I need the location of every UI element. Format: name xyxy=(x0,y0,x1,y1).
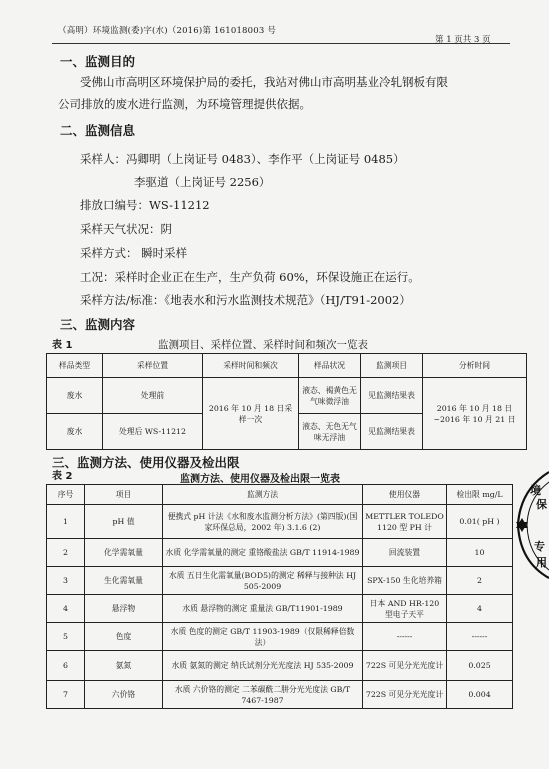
detection-limit: 0.01( pH ) xyxy=(447,505,513,539)
section-method-title: 三、监测方法、使用仪器及检出限 xyxy=(52,455,240,470)
page-info: 第 1 页共 3 页 xyxy=(435,35,491,45)
table1-header: 样品类型 xyxy=(47,354,103,378)
table2-header: 监测方法 xyxy=(163,485,363,505)
svg-text:境: 境 xyxy=(530,484,541,497)
table2-caption: 监测方法、使用仪器及检出限一览表 xyxy=(180,474,340,485)
table2-header: 使用仪器 xyxy=(363,485,447,505)
sampling-time: 2016 年 10 月 18 日采样一次 xyxy=(203,378,299,450)
table2-header: 检出限 mg/L xyxy=(447,485,513,505)
header-rule xyxy=(52,43,510,44)
purpose-line-2: 公司排放的废水进行监测，为环境管理提供依据。 xyxy=(58,97,311,111)
table2-header: 序号 xyxy=(47,485,85,505)
instrument-text: ------ xyxy=(363,623,447,651)
instrument-text: 日本 AND HR-120 型电子天平 xyxy=(363,595,447,623)
monitoring-items: 见监测结果表 xyxy=(361,414,423,450)
row-number: 3 xyxy=(47,567,85,595)
method-text: 水质 氨氮的测定 纳氏试剂分光光度法 HJ 535-2009 xyxy=(163,651,363,681)
samplers-line-1: 采样人：冯卿明（上岗证号 0483）、李作平（上岗证号 0485） xyxy=(80,152,405,166)
item-name: pH 值 xyxy=(85,505,163,539)
sample-status: 液态、褐黄色无气味微浮油 xyxy=(299,378,361,414)
table-row xyxy=(47,505,513,539)
row-number: 1 xyxy=(47,505,85,539)
section-info-title: 二、监测信息 xyxy=(60,123,136,138)
svg-text:保: 保 xyxy=(536,498,547,511)
table1-header: 采样时间和频次 xyxy=(203,354,299,378)
row-number: 7 xyxy=(47,681,85,709)
sample-location: 处理前 xyxy=(103,378,203,414)
table-row xyxy=(47,623,513,651)
detection-limit: 0.004 xyxy=(447,681,513,709)
item-name: 化学需氧量 xyxy=(85,539,163,567)
instrument-text: 回流装置 xyxy=(363,539,447,567)
table1-header: 样品状况 xyxy=(299,354,361,378)
table1-tag: 表 1 xyxy=(52,340,73,351)
item-name: 生化需氧量 xyxy=(85,567,163,595)
detection-limit: 2 xyxy=(447,567,513,595)
method-text: 水质 色度的测定 GB/T 11903-1989（仅限稀释倍数法） xyxy=(163,623,363,651)
instrument-text: 722S 可见分光光度计 xyxy=(363,681,447,709)
sample-location: 处理后 WS-11212 xyxy=(103,414,203,450)
method-text: 水质 六价铬的测定 二苯碳酰二肼分光光度法 GB/T 7467-1987 xyxy=(163,681,363,709)
svg-text:专: 专 xyxy=(534,540,545,553)
item-name: 六价铬 xyxy=(85,681,163,709)
instrument-text: 722S 可见分光光度计 xyxy=(363,651,447,681)
sampling-standard: 采样方法/标准：《地表水和污水监测技术规范》（HJ/T91-2002） xyxy=(80,293,411,307)
sampling-weather: 采样天气状况：阴 xyxy=(80,222,172,236)
section-content-title: 三、监测内容 xyxy=(60,317,136,332)
method-text: 水质 悬浮物的测定 重量法 GB/T11901-1989 xyxy=(163,595,363,623)
analysis-time: 2016 年 10 月 18 日 ~2016 年 10 月 21 日 xyxy=(423,378,527,450)
row-number: 5 xyxy=(47,623,85,651)
outlet-number: 排放口编号：WS-11212 xyxy=(80,198,210,212)
method-text: 便携式 pH 计法《水和废水监测分析方法》(第四版)(国家环保总局，2002 年) 3.1.6 (2) xyxy=(163,505,363,539)
method-text: 水质 化学需氧量的测定 重铬酸盐法 GB/T 11914-1989 xyxy=(163,539,363,567)
section-purpose-title: 一、监测目的 xyxy=(60,54,136,69)
method-text: 水质 五日生化需氧量(BOD5)的测定 稀释与接种法 HJ 505-2009 xyxy=(163,567,363,595)
sampling-method: 采样方式： 瞬时采样 xyxy=(80,246,188,260)
sample-type: 废水 xyxy=(47,378,103,414)
svg-text:用: 用 xyxy=(536,556,547,569)
operating-condition: 工况：采样时企业正在生产，生产负荷 60%，环保设施正在运行。 xyxy=(80,270,420,284)
table-row xyxy=(47,595,513,623)
sample-type: 废水 xyxy=(47,414,103,450)
table1-header: 采样位置 xyxy=(103,354,203,378)
table1-header: 分析时间 xyxy=(423,354,527,378)
table-row xyxy=(47,539,513,567)
sample-status: 液态、无色无气味无浮油 xyxy=(299,414,361,450)
table2-tag: 表 2 xyxy=(52,471,73,482)
instrument-text: METTLER TOLEDO 1120 型 PH 计 xyxy=(363,505,447,539)
table1-caption: 监测项目、采样位置、采样时间和频次一览表 xyxy=(158,339,368,351)
detection-limit: ------ xyxy=(447,623,513,651)
table-monitoring-items xyxy=(46,353,527,450)
detection-limit: 10 xyxy=(447,539,513,567)
detection-limit: 4 xyxy=(447,595,513,623)
purpose-line-1: 受佛山市高明区环境保护局的委托，我站对佛山市高明基业冷轧钢板有限 xyxy=(80,75,448,89)
table-row xyxy=(47,651,513,681)
item-name: 氨氮 xyxy=(85,651,163,681)
item-name: 色度 xyxy=(85,623,163,651)
row-number: 6 xyxy=(47,651,85,681)
detection-limit: 0.025 xyxy=(447,651,513,681)
instrument-text: SPX-150 生化培养箱 xyxy=(363,567,447,595)
row-number: 4 xyxy=(47,595,85,623)
table-row xyxy=(47,378,527,414)
item-name: 悬浮物 xyxy=(85,595,163,623)
table-row xyxy=(47,681,513,709)
table-methods-instruments xyxy=(46,484,513,709)
row-number: 2 xyxy=(47,539,85,567)
table-row xyxy=(47,567,513,595)
report-number: （高明）环境监测(委)字(水)（2016)第 161018003 号 xyxy=(58,26,277,36)
samplers-line-2: 李驱道（上岗证号 2256） xyxy=(134,175,271,189)
official-seal-stamp xyxy=(512,470,549,580)
monitoring-items: 见监测结果表 xyxy=(361,378,423,414)
table1-header: 监测项目 xyxy=(361,354,423,378)
table2-header: 项目 xyxy=(85,485,163,505)
